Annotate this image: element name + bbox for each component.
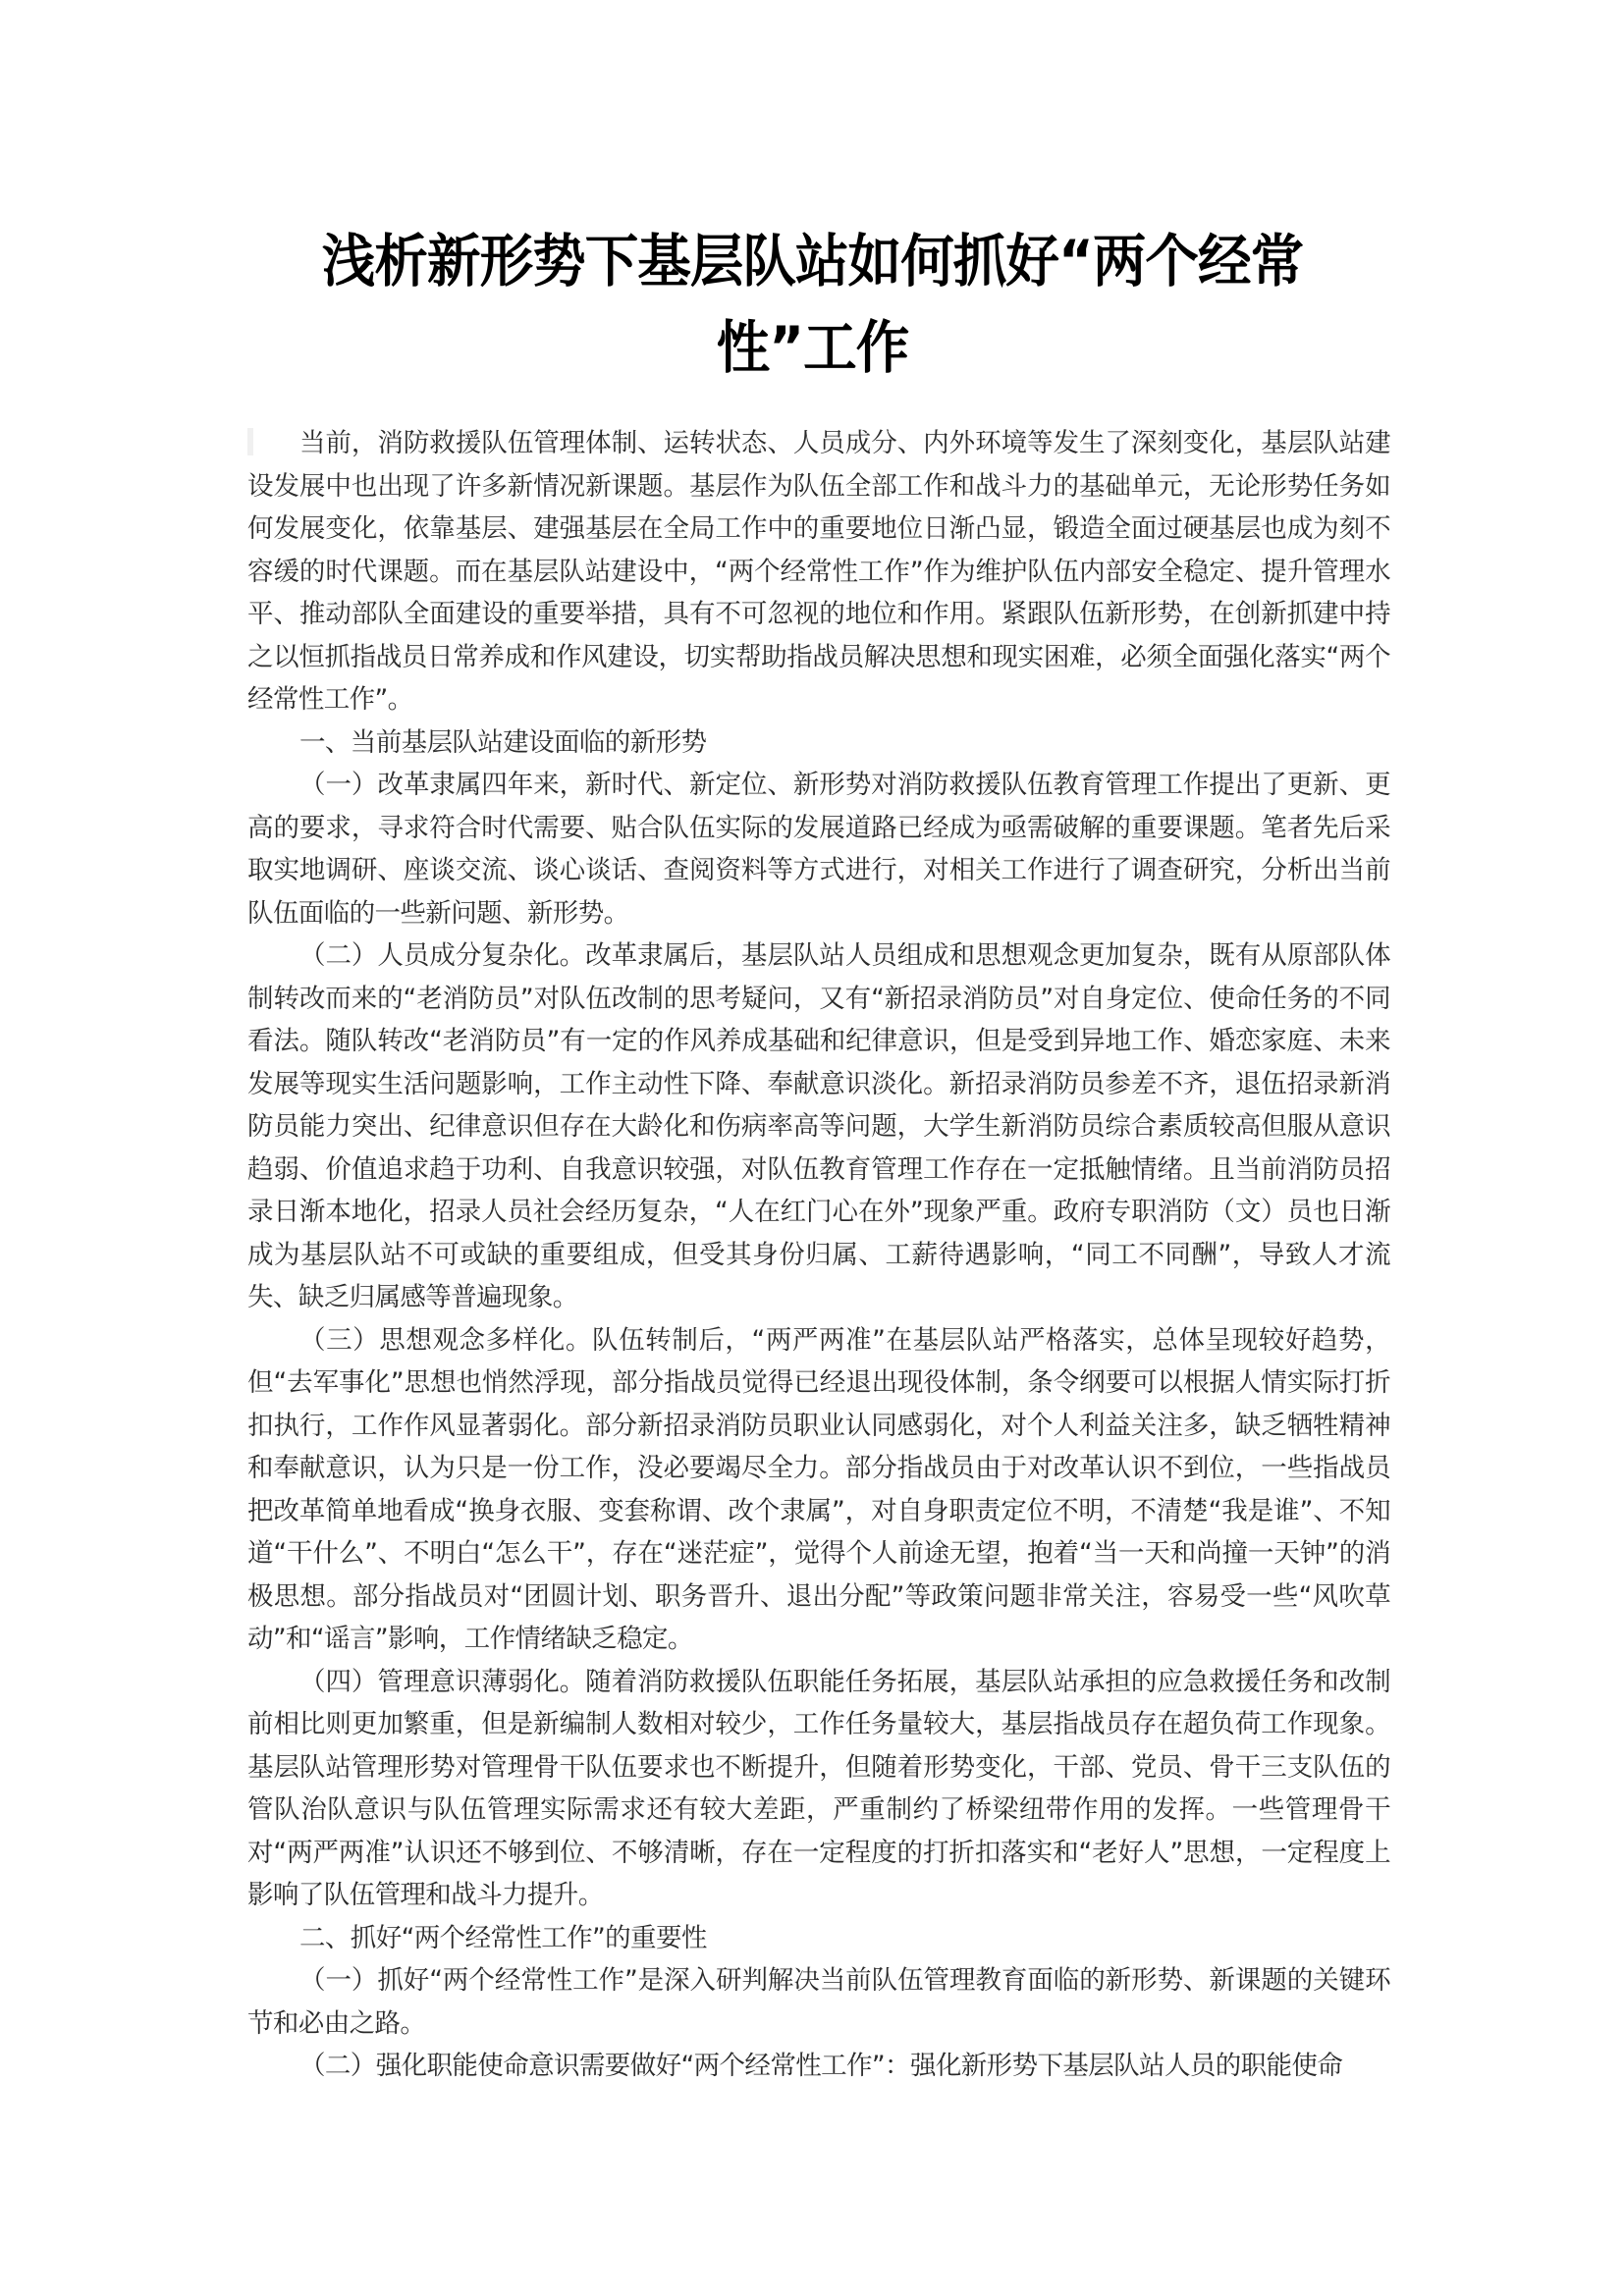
paragraph-2-1: （一）抓好“两个经常性工作”是深入研判解决当前队伍管理教育面临的新形势、新课题的关键环节和必由之路。 [247, 1965, 1390, 2039]
section-heading-2: 二、抓好“两个经常性工作”的重要性 [299, 1922, 707, 1953]
paragraph-1-4: （四）管理意识薄弱化。随着消防救援队伍职能任务拓展，基层队站承担的应急救援任务和改制前相比则更加繁重，但是新编制人数相对较少，工作任务量较大，基层指战员存在超负荷工作现象。基层队站管理形势对管理骨干队伍要求也不断提升，但随着形势变化，干部、党员、骨干三支队伍的管队治队意识与队伍管理实际需求还有较大差距，严重制约了桥梁纽带作用的发挥。一些管理骨干对“两严两准”认识还不够到位、不够清晰，存在一定程度的打折扣落实和“老好人”思想，一定程度上影响了队伍管理和战斗力提升。 [247, 1666, 1390, 1910]
section-heading-1: 一、当前基层队站建设面临的新形势 [299, 726, 707, 758]
paragraph-1-1: （一）改革隶属四年来，新时代、新定位、新形势对消防救援队伍教育管理工作提出了更新、更高的要求，寻求符合时代需要、贴合队伍实际的发展道路已经成为亟需破解的重要课题。笔者先后采取实地调研、座谈交流、谈心谈话、查阅资料等方式进行，对相关工作进行了调查研究，分析出当前队伍面临的一些新问题、新形势。 [247, 770, 1390, 929]
paragraph-1-2: （二）人员成分复杂化。改革隶属后，基层队站人员组成和思想观念更加复杂，既有从原部队体制转改而来的“老消防员”对队伍改制的思考疑问，又有“新招录消防员”对自身定位、使命任务的不同看法。随队转改“老消防员”有一定的作风养成基础和纪律意识，但是受到异地工作、婚恋家庭、未来发展等现实生活问题影响，工作主动性下降、奉献意识淡化。新招录消防员参差不齐，退伍招录新消防员能力突出、纪律意识但存在大龄化和伤病率高等问题，大学生新消防员综合素质较高但服从意识趋弱、价值追求趋于功利、自我意识较强，对队伍教育管理工作存在一定抵触情绪。且当前消防员招录日渐本地化，招录人员社会经历复杂，“人在红门心在外”现象严重。政府专职消防（文）员也日渐成为基层队站不可或缺的重要组成，但受其身份归属、工薪待遇影响，“同工不同酬”，导致人才流失、缺乏归属感等普遍现象。 [247, 940, 1390, 1312]
paragraph-intro: 当前，消防救援队伍管理体制、运转状态、人员成分、内外环境等发生了深刻变化，基层队站建设发展中也出现了许多新情况新课题。基层作为队伍全部工作和战斗力的基础单元，无论形势任务如何发展变化，依靠基层、建强基层在全局工作中的重要地位日渐凸显，锻造全面过硬基层也成为刻不容缓的时代课题。而在基层队站建设中，“两个经常性工作”作为维护队伍内部安全稳定、提升管理水平、推动部队全面建设的重要举措，具有不可忽视的地位和作用。紧跟队伍新形势，在创新抓建中持之以恒抓指战员日常养成和作风建设，切实帮助指战员解决思想和现实困难，必须全面强化落实“两个经常性工作”。 [247, 428, 1390, 715]
paragraph-1-3: （三）思想观念多样化。队伍转制后，“两严两准”在基层队站严格落实，总体呈现较好趋势，但“去军事化”思想也悄然浮现，部分指战员觉得已经退出现役体制，条令纲要可以根据人情实际打折扣执行，工作作风显著弱化。部分新招录消防员职业认同感弱化，对个人利益关注多，缺乏牺牲精神和奉献意识，认为只是一份工作，没必要竭尽全力。部分指战员由于对改革认识不到位，一些指战员把改革简单地看成“换身衣服、变套称谓、改个隶属”，对自身职责定位不明，不清楚“我是谁”、不知道“干什么”、不明白“怎么干”，存在“迷茫症”，觉得个人前途无望，抱着“当一天和尚撞一天钟”的消极思想。部分指战员对“团圆计划、职务晋升、退出分配”等政策问题非常关注，容易受一些“风吹草动”和“谣言”影响，工作情绪缺乏稳定。 [247, 1324, 1390, 1654]
paragraph-2-2: （二）强化职能使命意识需要做好“两个经常性工作”：强化新形势下基层队站人员的职能使命 [299, 2051, 1343, 2081]
document-title: 浅析新形势下基层队站如何抓好“两个经常性”工作 [321, 228, 1304, 381]
document-body [247, 422, 1390, 2088]
